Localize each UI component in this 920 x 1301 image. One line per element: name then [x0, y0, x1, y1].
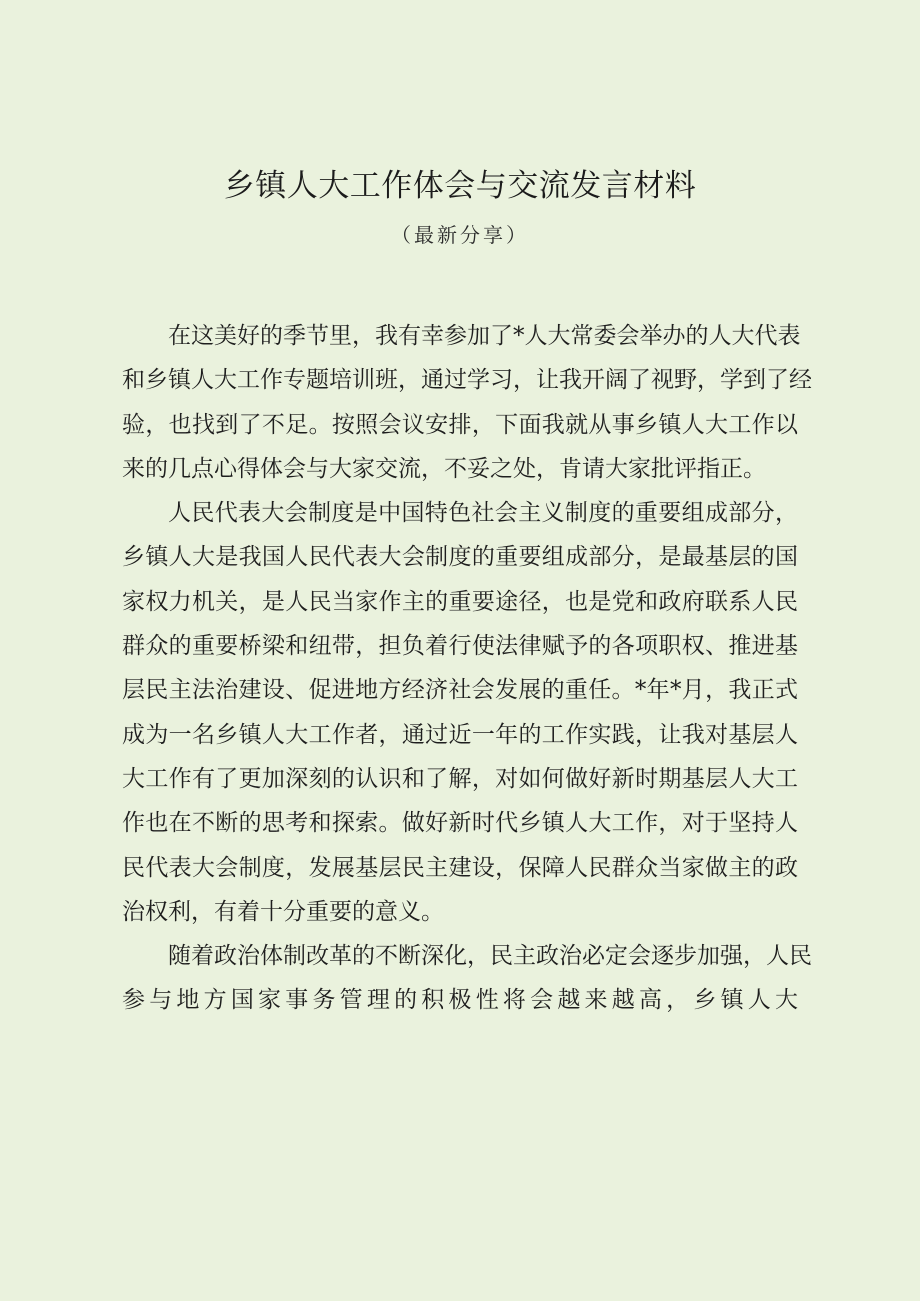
- paragraph-line: 大工作有了更加深刻的认识和了解，对如何做好新时期基层人大工: [122, 765, 798, 792]
- paragraph-line: 治权利，有着十分重要的意义。: [122, 898, 444, 925]
- paragraph-line: 和乡镇人大工作专题培训班，通过学习，让我开阔了视野，学到了经: [122, 367, 812, 394]
- paragraph-line: 作也在不断的思考和探索。做好新时代乡镇人大工作，对于坚持人: [122, 810, 798, 837]
- paragraph-line: 乡镇人大是我国人民代表大会制度的重要组成部分，是最基层的国: [122, 544, 798, 571]
- paragraph-line: 群众的重要桥梁和纽带，担负着行使法律赋予的各项职权、推进基: [122, 633, 798, 660]
- paragraph-line: 参与地方国家事务管理的积极性将会越来越高，乡镇人大: [122, 987, 798, 1014]
- paragraph-line: 层民主法治建设、促进地方经济社会发展的重任。*年*月，我正式: [122, 677, 798, 704]
- paragraph-3: [122, 934, 812, 1023]
- paragraph-line: 验，也找到了不足。按照会议安排，下面我就从事乡镇人大工作以: [122, 411, 798, 438]
- paragraph-line: 成为一名乡镇人大工作者，通过近一年的工作实践，让我对基层人: [122, 721, 798, 748]
- paragraph-line: 民代表大会制度，发展基层民主建设，保障人民群众当家做主的政: [122, 854, 798, 881]
- paragraph-1: [122, 314, 812, 491]
- document-title: 乡镇人大工作体会与交流发言材料: [223, 168, 697, 204]
- paragraph-line: 随着政治体制改革的不断深化，民主政治必定会逐步加强，人民: [168, 943, 812, 970]
- paragraph-line: 在这美好的季节里，我有幸参加了*人大常委会举办的人大代表: [168, 323, 801, 349]
- paragraph-line: 来的几点心得体会与大家交流，不妥之处，肯请大家批评指正。: [122, 455, 766, 482]
- paragraph-line: 家权力机关，是人民当家作主的重要途径，也是党和政府联系人民: [122, 588, 798, 615]
- paragraph-2: [122, 491, 798, 934]
- document-body: [122, 314, 812, 1023]
- paragraph-line: 人民代表大会制度是中国特色社会主义制度的重要组成部分，: [168, 500, 798, 527]
- document-subtitle: （最新分享）: [391, 223, 529, 247]
